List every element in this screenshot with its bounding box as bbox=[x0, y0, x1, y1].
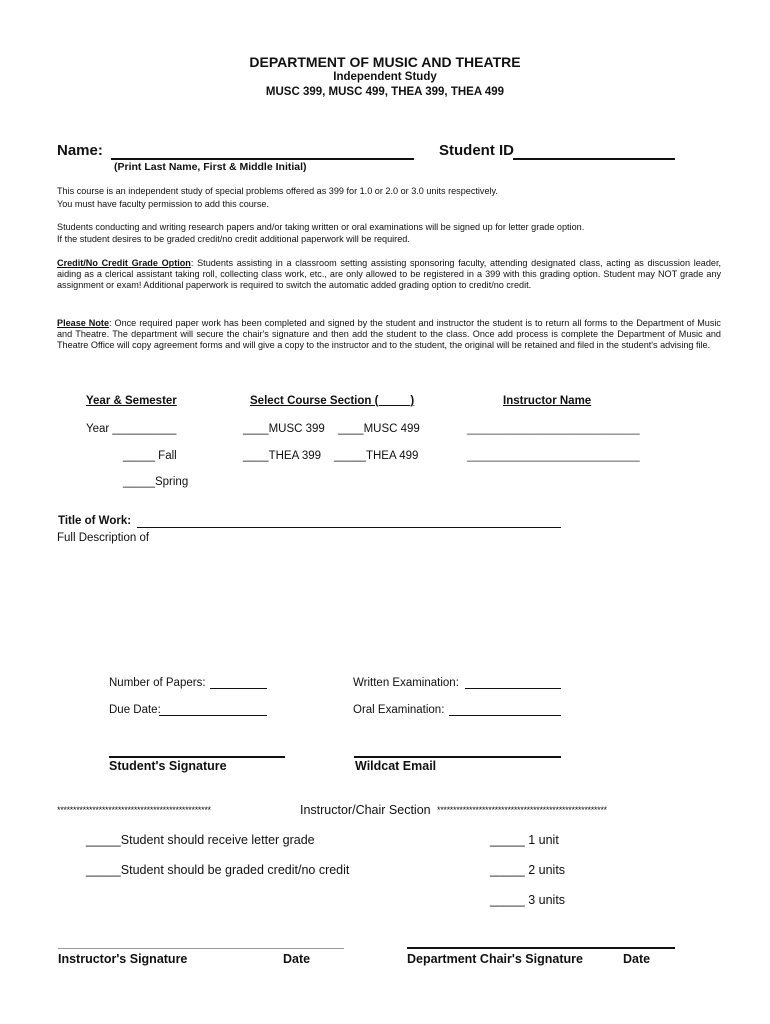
name-hint: (Print Last Name, First & Middle Initial) bbox=[114, 161, 307, 173]
note-paragraph bbox=[57, 318, 721, 351]
intro-line-3: Students conducting and writing research papers and/or taking written or oral examinations will be signed up for letter grade option. bbox=[57, 222, 585, 232]
due-date-label: Due Date: bbox=[109, 704, 161, 716]
chair-signature-field[interactable] bbox=[407, 947, 675, 949]
course-list: MUSC 399, MUSC 499, THEA 399, THEA 499 bbox=[265, 86, 505, 98]
written-exam-label: Written Examination: bbox=[353, 677, 459, 689]
spring-option[interactable]: _____Spring bbox=[123, 476, 189, 488]
instructor-signature-label: Instructor's Signature bbox=[58, 952, 188, 966]
name-label: Name: bbox=[57, 142, 103, 159]
page-title: DEPARTMENT OF MUSIC AND THEATRE bbox=[249, 54, 521, 70]
musc399-option[interactable]: ____MUSC 399 bbox=[243, 423, 325, 435]
note-text: : Once required paper work has been completed and signed by the student and instructor the student is to return all forms to the Department of Music and Theatre. The department will secure the chair's signature and then add the student to the class. Once add process is complete the Department of Music and Theatre Office will copy agreement forms and will give a copy to the instructor and to the student, the original will be retained and filed in the student's advising file. bbox=[57, 318, 721, 350]
col-instructor-name: Instructor Name bbox=[503, 395, 592, 407]
two-units-option[interactable]: _____ 2 units bbox=[490, 863, 566, 877]
title-of-work-field[interactable] bbox=[137, 527, 561, 528]
student-id-field[interactable] bbox=[513, 158, 675, 160]
number-of-papers-field[interactable] bbox=[210, 688, 267, 689]
col-course-section: Select Course Section (_____) bbox=[250, 395, 415, 407]
intro-line-1: This course is an independent study of special problems offered as 399 for 1.0 or 2.0 or 3.0 units respectively. bbox=[57, 186, 498, 196]
note-heading: Please Note bbox=[57, 318, 109, 328]
thea399-option[interactable]: ____THEA 399 bbox=[243, 450, 322, 462]
intro-line-2: You must have faculty permission to add this course. bbox=[57, 199, 269, 209]
instructor-name-field-2[interactable]: ___________________________ bbox=[467, 450, 640, 462]
due-date-field[interactable] bbox=[159, 715, 267, 716]
wildcat-email-field[interactable] bbox=[354, 756, 561, 758]
letter-grade-option[interactable]: _____Student should receive letter grade bbox=[86, 833, 315, 847]
wildcat-email-label: Wildcat Email bbox=[355, 759, 437, 773]
col-year-semester: Year & Semester bbox=[86, 395, 177, 407]
intro-line-4: If the student desires to be graded credit/no credit additional paperwork will be required. bbox=[57, 234, 410, 244]
stars-right: ***************************************************** bbox=[437, 805, 607, 815]
fall-option[interactable]: _____ Fall bbox=[123, 450, 177, 462]
thea499-option[interactable]: _____THEA 499 bbox=[334, 450, 419, 462]
stars-left: ************************************************ bbox=[57, 805, 211, 815]
instructor-chair-section-title: Instructor/Chair Section bbox=[300, 803, 431, 817]
three-units-option[interactable]: _____ 3 units bbox=[490, 893, 566, 907]
musc499-option[interactable]: ____MUSC 499 bbox=[338, 423, 420, 435]
number-of-papers-label: Number of Papers: bbox=[109, 677, 206, 689]
credit-text: : Students assisting in a classroom setting assisting sponsoring faculty, attending designated class, acting as discussion leader, aiding as a clerical assistant taking roll, collecting class work, etc., are only allowed to be registered in a 399 with this grading option. Student may NOT grade any assignment or exam! Additional paperwork is required to switch the automatic added grading option to credit/no credit. bbox=[57, 258, 721, 290]
credit-no-credit-option[interactable]: _____Student should be graded credit/no credit bbox=[86, 863, 350, 877]
one-unit-option[interactable]: _____ 1 unit bbox=[490, 833, 559, 847]
student-id-label: Student ID bbox=[439, 142, 514, 159]
title-of-work-label: Title of Work: bbox=[58, 515, 132, 527]
oral-exam-label: Oral Examination: bbox=[353, 704, 445, 716]
student-signature-field[interactable] bbox=[109, 756, 285, 758]
credit-heading: Credit/No Credit Grade Option bbox=[57, 258, 191, 268]
page-subtitle: Independent Study bbox=[333, 71, 437, 83]
instructor-signature-field[interactable] bbox=[58, 948, 344, 949]
written-exam-field[interactable] bbox=[465, 688, 561, 689]
instructor-name-field-1[interactable]: ___________________________ bbox=[467, 423, 640, 435]
student-signature-label: Student's Signature bbox=[109, 759, 227, 773]
year-field[interactable]: Year __________ bbox=[86, 423, 177, 435]
credit-paragraph bbox=[57, 258, 721, 291]
instructor-date-label: Date bbox=[283, 952, 311, 966]
oral-exam-field[interactable] bbox=[449, 715, 561, 716]
chair-date-label: Date bbox=[623, 952, 651, 966]
full-description-label: Full Description of bbox=[57, 532, 150, 544]
chair-signature-label: Department Chair's Signature bbox=[407, 952, 583, 966]
name-field[interactable] bbox=[111, 158, 414, 160]
